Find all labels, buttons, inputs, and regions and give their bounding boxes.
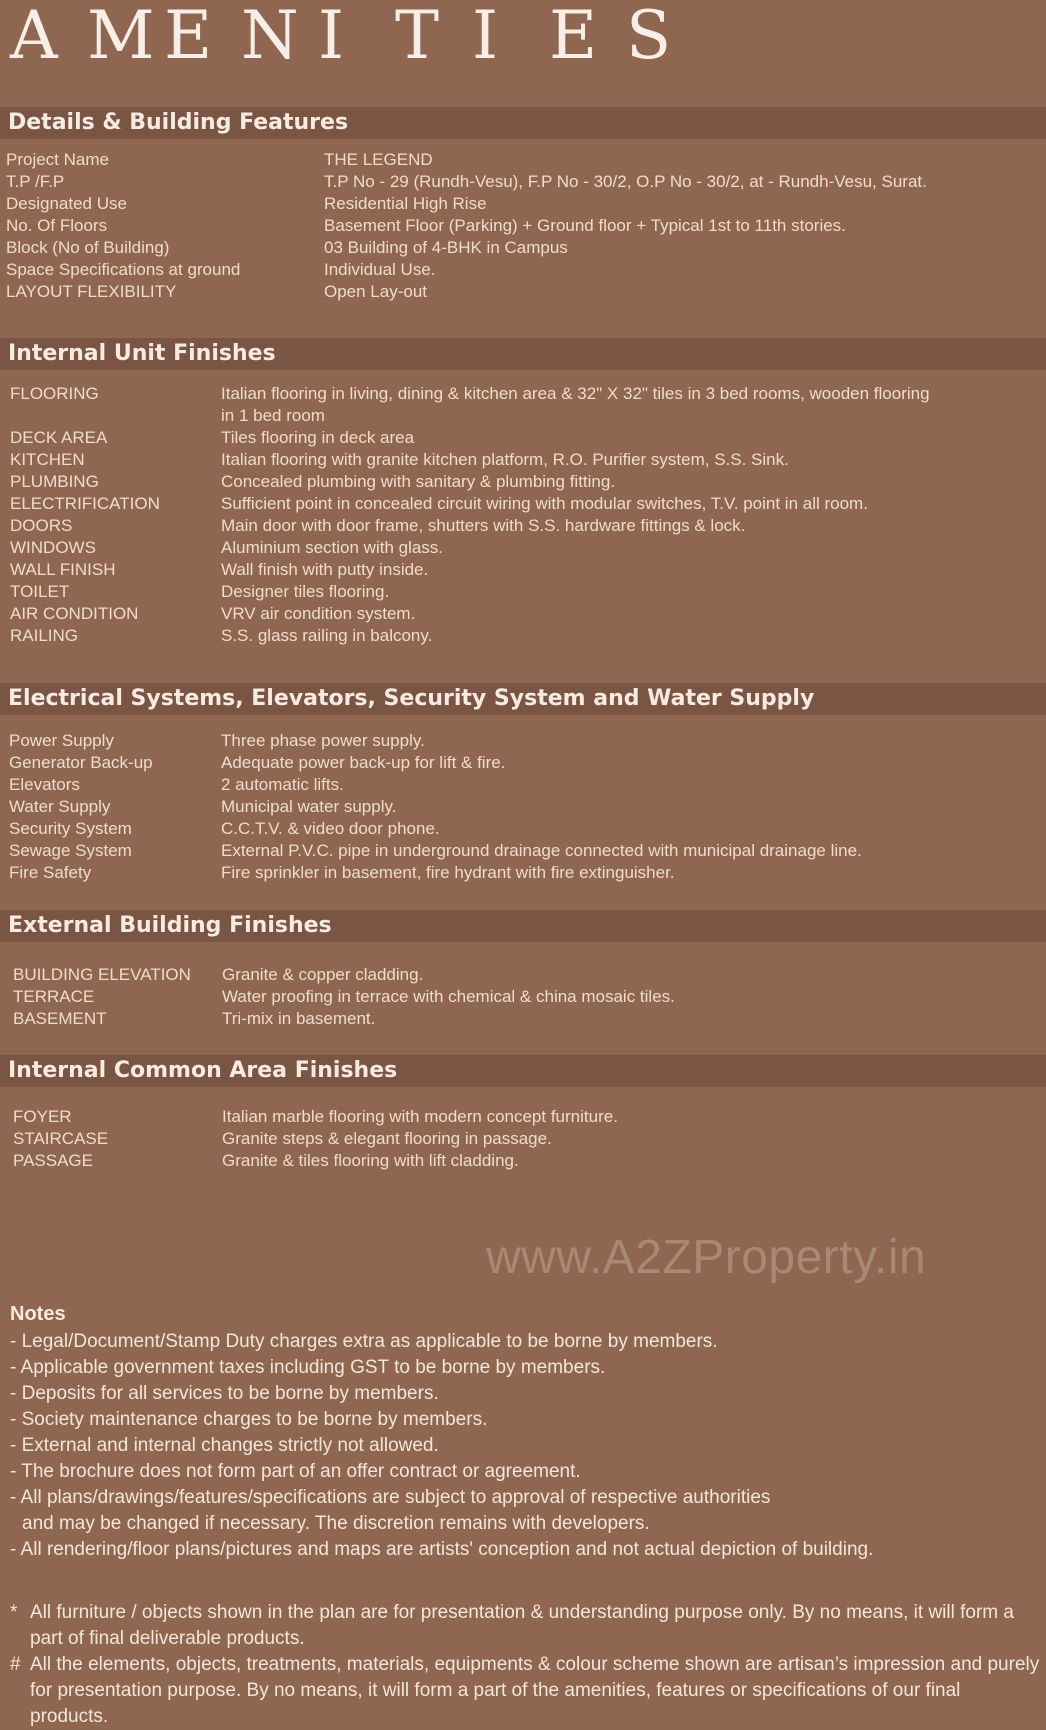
row-value: Designer tiles flooring. [221,582,390,601]
row-value: Fire sprinkler in basement, fire hydrant with fire extinguisher. [221,863,675,882]
table-row [0,603,1046,625]
row-value: Sufficient point in concealed circuit wiring with modular switches, T.V. point in all room. [221,494,868,513]
title-letter: E [164,0,213,74]
table-row [0,730,1046,752]
row-value: Tiles flooring in deck area [221,428,415,447]
row-value: C.C.T.V. & video door phone. [221,819,440,838]
note-line: - Society maintenance charges to be borne by members. [10,1409,488,1430]
row-label: LAYOUT FLEXIBILITY [6,282,177,301]
row-value: Granite & tiles flooring with lift cladding. [222,1151,519,1170]
row-label: Water Supply [9,797,111,816]
notes-list [10,1329,1040,1563]
note-line: - All rendering/floor plans/pictures and maps are artists' conception and not actual depiction of building. [10,1539,874,1560]
row-label: Designated Use [6,194,127,213]
table-row [0,752,1046,774]
external-table [0,964,1046,1030]
section-heading-external: External Building Finishes [0,910,1046,942]
row-label: Project Name [6,150,109,169]
row-label: WINDOWS [10,538,96,557]
row-label: WALL FINISH [10,560,116,579]
row-value: Tri-mix in basement. [222,1009,376,1028]
row-value: Granite & copper cladding. [222,965,424,984]
table-row [0,840,1046,862]
row-value: VRV air condition system. [221,604,416,623]
row-label: TOILET [10,582,70,601]
row-label: Space Specifications at ground [6,260,241,279]
row-value: Concealed plumbing with sanitary & plumbing fitting. [221,472,616,491]
row-label: TERRACE [13,987,95,1006]
table-row [0,471,1046,493]
notes-title: Notes [10,1303,66,1325]
title-letter: I [318,0,345,74]
row-value: Adequate power back-up for lift & fire. [221,753,506,772]
row-value: S.S. glass railing in balcony. [221,626,433,645]
footer-note-symbol: * [10,1602,18,1623]
table-row [0,193,1046,215]
section-heading-details: Details & Building Features [0,107,1046,139]
footer-note-text: All furniture / objects shown in the plan are for presentation & understanding purpose only. By no means, it will form a part of final deliverable products. [30,1602,1014,1649]
row-value: Italian marble flooring with modern concept furniture. [222,1107,618,1126]
table-row [0,581,1046,603]
row-label: T.P /F.P [6,172,65,191]
row-label: Elevators [9,775,80,794]
row-label: Fire Safety [9,863,92,882]
row-value: Wall finish with putty inside. [221,560,429,579]
table-row [0,862,1046,884]
table-row [0,383,1046,427]
row-label: BASEMENT [13,1009,107,1028]
row-value: Italian flooring with granite kitchen platform, R.O. Purifier system, S.S. Sink. [221,450,789,469]
row-value: 03 Building of 4-BHK in Campus [324,238,568,257]
table-row [0,427,1046,449]
table-row [0,1106,1046,1128]
table-row [0,493,1046,515]
common-area-table [0,1106,1046,1172]
row-label: STAIRCASE [13,1129,109,1148]
note-line: - All plans/drawings/features/specifications are subject to approval of respective authorities [10,1487,771,1508]
row-label: KITCHEN [10,450,85,469]
watermark-text: www.A2ZProperty.in [486,1231,927,1284]
table-row [0,149,1046,171]
footer-note-text: All the elements, objects, treatments, materials, equipments & colour scheme shown are artisan’s impression and purely for presentation purpose. By no means, it will form a part of the amenities, features or specifications of our final products. [30,1654,1040,1727]
title-letter: A [10,0,58,74]
section-heading-internal-unit: Internal Unit Finishes [0,338,1046,370]
row-value: Basement Floor (Parking) + Ground floor + Typical 1st to 11th stories. [324,216,846,235]
footer-note [10,1652,1040,1730]
row-label: RAILING [10,626,79,645]
row-value: Open Lay-out [324,282,428,301]
table-row [0,281,1046,303]
table-row [0,1008,1046,1030]
electrical-table [0,730,1046,884]
row-label: Security System [9,819,132,838]
row-value: Aluminium section with glass. [221,538,444,557]
row-label: ELECTRIFICATION [10,494,160,513]
title-letter: I [472,0,499,74]
row-label: Block (No of Building) [6,238,170,257]
row-label: AIR CONDITION [10,604,139,623]
page-title [10,0,703,72]
table-row [0,1128,1046,1150]
table-row [0,449,1046,471]
footer-note-symbol: # [10,1654,21,1675]
row-value: External P.V.C. pipe in underground drainage connected with municipal drainage line. [221,841,862,860]
table-row [0,515,1046,537]
row-value: Water proofing in terrace with chemical & china mosaic tiles. [222,987,675,1006]
table-row [0,1150,1046,1172]
row-value: THE LEGEND [324,150,433,169]
row-value: Three phase power supply. [221,731,425,750]
row-label: PASSAGE [13,1151,93,1170]
row-value: Granite steps & elegant flooring in passage. [222,1129,552,1148]
row-label: Sewage System [9,841,132,860]
row-label: PLUMBING [10,472,99,491]
table-row [0,537,1046,559]
row-value: Main door with door frame, shutters with S.S. hardware fittings & lock. [221,516,746,535]
details-table [0,149,1046,303]
table-row [0,818,1046,840]
table-row [0,774,1046,796]
row-label: FOYER [13,1107,72,1126]
row-value: Municipal water supply. [221,797,397,816]
row-label: Generator Back-up [9,753,153,772]
row-label: DECK AREA [10,428,108,447]
table-row [0,259,1046,281]
row-value: Residential High Rise [324,194,487,213]
footer-disclaimers [10,1600,1040,1730]
table-row [0,625,1046,647]
title-letter: S [626,0,672,74]
section-heading-electrical: Electrical Systems, Elevators, Security System and Water Supply [0,683,1046,715]
table-row [0,215,1046,237]
table-row [0,796,1046,818]
table-row [0,964,1046,986]
note-line: and may be changed if necessary. The discretion remains with developers. [22,1513,650,1534]
row-label: FLOORING [10,384,99,403]
row-label: Power Supply [9,731,114,750]
note-line: - External and internal changes strictly not allowed. [10,1435,439,1456]
note-line: - The brochure does not form part of an offer contract or agreement. [10,1461,581,1482]
row-value: T.P No - 29 (Rundh-Vesu), F.P No - 30/2, O.P No - 30/2, at - Rundh-Vesu, Surat. [324,172,927,191]
row-value: Individual Use. [324,260,436,279]
title-letter: E [549,0,598,74]
note-line: - Legal/Document/Stamp Duty charges extra as applicable to be borne by members. [10,1331,718,1352]
section-heading-common: Internal Common Area Finishes [0,1055,1046,1087]
row-label: DOORS [10,516,73,535]
title-letter: T [395,0,440,74]
row-label: BUILDING ELEVATION [13,965,191,984]
table-row [0,237,1046,259]
table-row [0,171,1046,193]
note-line: - Applicable government taxes including GST to be borne by members. [10,1357,606,1378]
table-row [0,986,1046,1008]
footer-note [10,1600,1040,1652]
row-value: Italian flooring in living, dining & kitchen area & 32" X 32" tiles in 3 bed rooms, wooden flooring in 1 bed room [221,384,930,425]
title-letter: N [241,0,299,74]
row-value: 2 automatic lifts. [221,775,344,794]
internal-unit-table [0,383,1046,647]
note-line: - Deposits for all services to be borne by members. [10,1383,439,1404]
row-label: No. Of Floors [6,216,108,235]
table-row [0,559,1046,581]
title-letter: M [87,0,155,74]
